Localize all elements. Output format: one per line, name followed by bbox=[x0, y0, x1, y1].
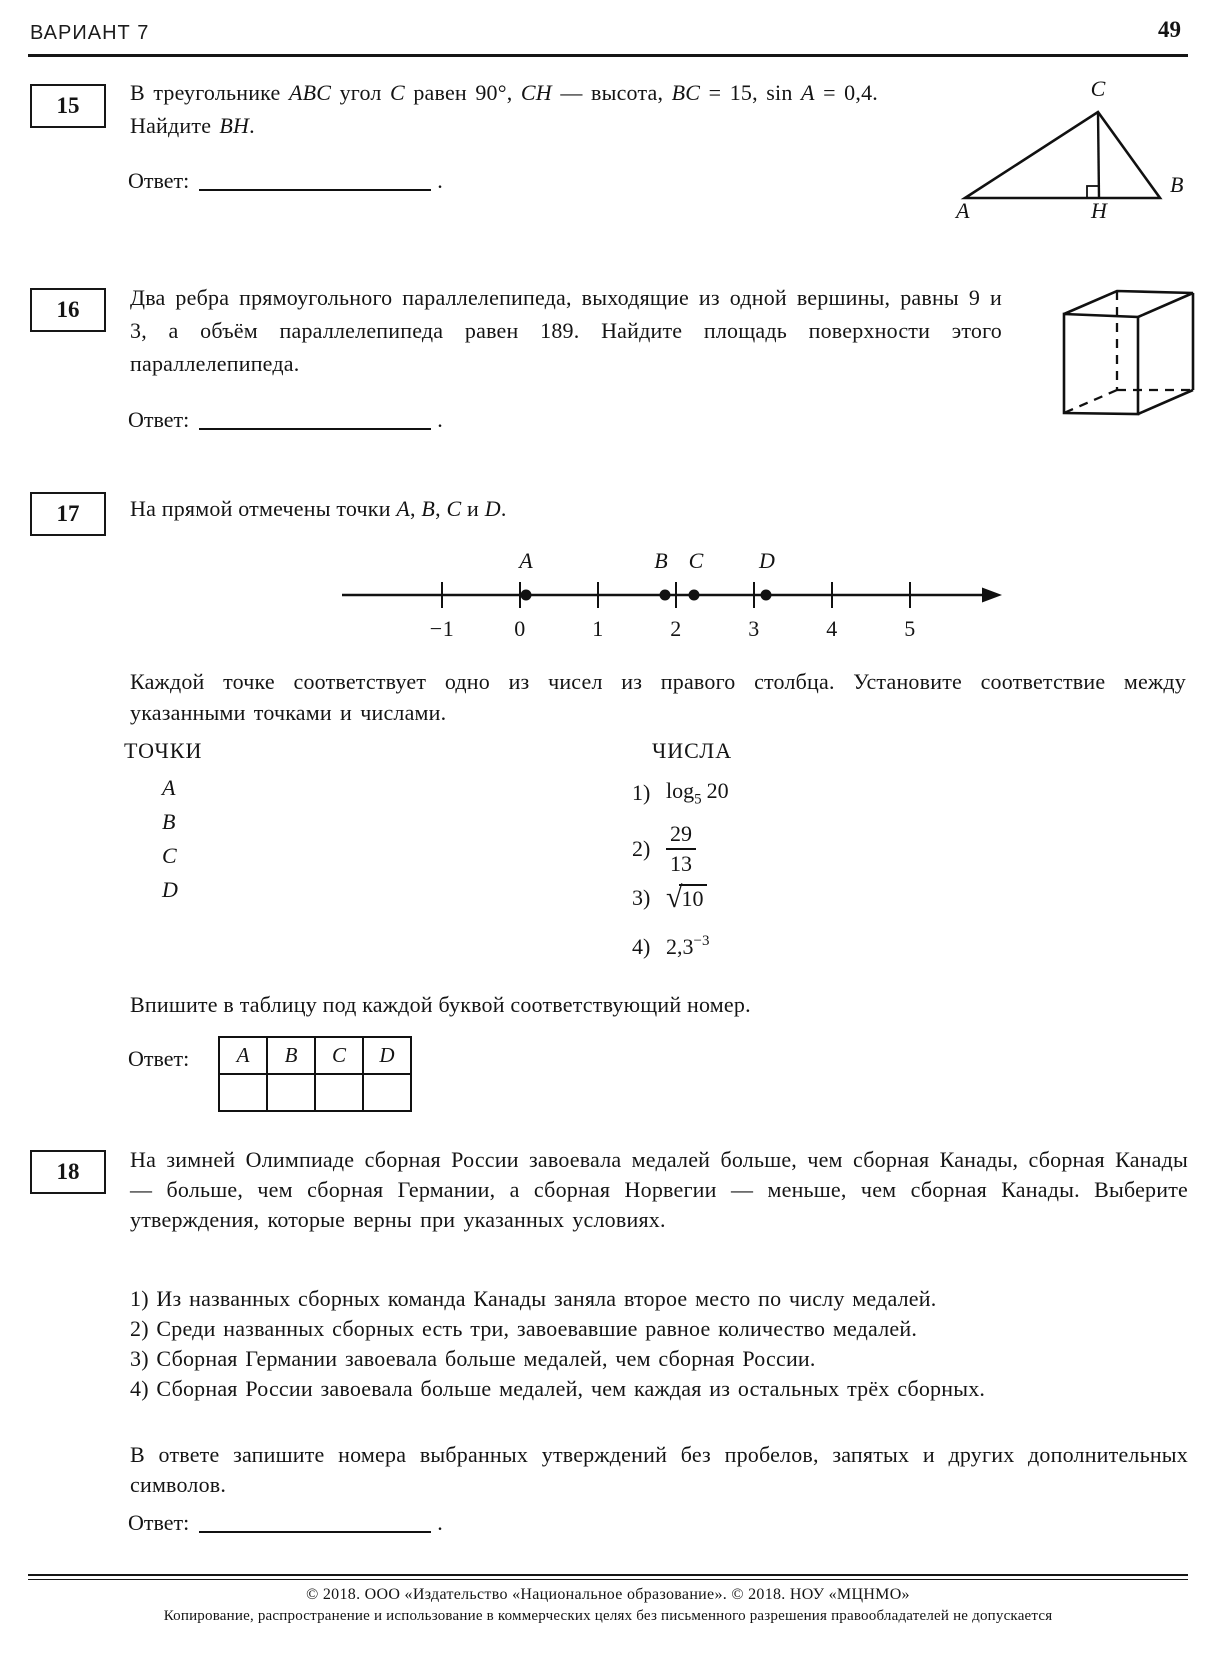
answer-table bbox=[218, 1036, 412, 1112]
math-var: CH bbox=[520, 80, 552, 105]
variant-label: ВАРИАНТ 7 bbox=[30, 22, 150, 44]
problem-number-box-16 bbox=[30, 288, 106, 332]
text-run: , bbox=[410, 496, 422, 521]
log-fn: log bbox=[666, 778, 695, 803]
problem-18-closing: В ответе запишите номера выбранных утверждений без пробелов, запятых и других дополнительных символов. bbox=[130, 1442, 1188, 1497]
table-input-cell-b[interactable] bbox=[267, 1074, 315, 1111]
answer-label: Ответ: bbox=[128, 407, 190, 432]
statement-item-2: 2) Среди названных сборных есть три, завоевавшие равное количество медалей. bbox=[130, 1316, 918, 1341]
text-run: = 0,4. Найдите bbox=[130, 80, 878, 138]
text-run: равен 90°, bbox=[404, 80, 521, 105]
tick-label: 5 bbox=[904, 616, 916, 641]
table-header-cell-c: C bbox=[315, 1037, 363, 1074]
answer-period: . bbox=[437, 1510, 443, 1535]
text-run: и bbox=[461, 496, 485, 521]
math-var: C bbox=[446, 496, 462, 521]
answer-table-input-row bbox=[219, 1074, 411, 1111]
text-run: . bbox=[500, 496, 507, 521]
point-dot-d bbox=[761, 590, 772, 601]
power-base: 2,3 bbox=[666, 934, 694, 959]
problem-number-15: 15 bbox=[56, 93, 80, 118]
number-item-1 bbox=[632, 778, 729, 808]
statements-list bbox=[130, 1284, 1190, 1404]
statement-item-1: 1) Из названных сборных команда Канады заняла второе место по числу медалей. bbox=[130, 1286, 937, 1311]
answer-table-header-row bbox=[219, 1037, 411, 1074]
points-column-header: ТОЧКИ bbox=[124, 738, 203, 763]
box-top-face bbox=[1064, 291, 1193, 317]
answer-label: Ответ: bbox=[128, 1046, 190, 1071]
fraction-numerator: 29 bbox=[666, 823, 696, 850]
page-number: 49 bbox=[1158, 17, 1181, 42]
problem-16-text: Два ребра прямоугольного параллелепипеда, выходящие из одной вершины, равны 9 и 3, а объём параллелепипеда равен 189. Найдите площадь поверхности этого параллелепипеда. bbox=[130, 285, 1002, 376]
math-var: ABC bbox=[288, 80, 332, 105]
answer-label: Ответ: bbox=[128, 168, 190, 193]
problem-15-answer-row bbox=[128, 166, 443, 194]
problem-number-17: 17 bbox=[56, 501, 80, 526]
radicand: 10 bbox=[679, 884, 707, 911]
fraction-denominator: 13 bbox=[670, 851, 692, 876]
problem-15-text bbox=[130, 76, 878, 142]
axis-arrowhead bbox=[982, 588, 1002, 603]
power-expression bbox=[666, 934, 709, 960]
point-item-b: B bbox=[162, 809, 176, 834]
log-argument: 20 bbox=[706, 778, 729, 803]
math-var: D bbox=[484, 496, 501, 521]
fraction bbox=[666, 823, 696, 875]
point-dot-c bbox=[689, 590, 700, 601]
text-run: = 15, sin bbox=[700, 80, 802, 105]
box-front-face bbox=[1064, 314, 1138, 414]
problem-17-intro bbox=[130, 494, 950, 524]
math-var: BH bbox=[219, 113, 250, 138]
table-header-cell-b: B bbox=[267, 1037, 315, 1074]
table-header-cell-d: D bbox=[363, 1037, 411, 1074]
vertex-label-h: H bbox=[1091, 198, 1107, 223]
answer-blank[interactable] bbox=[199, 408, 431, 430]
item-prefix: 4) bbox=[632, 934, 651, 959]
math-var: B bbox=[421, 496, 436, 521]
table-header-cell-a: A bbox=[219, 1037, 267, 1074]
right-angle-mark bbox=[1087, 186, 1099, 198]
problem-18-text: На зимней Олимпиаде сборная России завоевала медалей больше, чем сборная Канады, сборная Канады — больше, чем сборная Германии, а сборная Норвегии — меньше, чем сборная Канады. Выберите утверждения, которые верны при указанных условиях. bbox=[130, 1147, 1188, 1232]
triangle-svg bbox=[880, 70, 1210, 222]
tick-label: 3 bbox=[748, 616, 760, 641]
tick-label: 2 bbox=[670, 616, 682, 641]
tick-label: 1 bbox=[592, 616, 604, 641]
vertex-label-c: C bbox=[1090, 76, 1106, 101]
log-base: 5 bbox=[694, 791, 702, 808]
answer-period: . bbox=[437, 407, 443, 432]
tick-label: 0 bbox=[514, 616, 526, 641]
radical-sign: √ bbox=[666, 881, 683, 914]
table-input-cell-a[interactable] bbox=[219, 1074, 267, 1111]
answer-blank[interactable] bbox=[199, 1511, 431, 1533]
problem-17-paragraph: Каждой точке соответствует одно из чисел из правого столбца. Установите соответствие между указанными точками и числами. bbox=[130, 669, 1186, 725]
text-run: В треугольнике bbox=[130, 80, 289, 105]
text-run: угол bbox=[331, 80, 390, 105]
point-item-c: C bbox=[162, 843, 177, 868]
problem-number-box-17 bbox=[30, 492, 106, 536]
numberline-figure bbox=[330, 546, 1020, 651]
footer-notice: Копирование, распространение и использование в коммерческих целях без письменного разрешения правообладателей не допускается bbox=[163, 1608, 1053, 1624]
text-run: — высота, bbox=[551, 80, 672, 105]
problem-number-18: 18 bbox=[56, 1159, 80, 1184]
answer-period: . bbox=[437, 168, 443, 193]
problem-17-answer-label bbox=[128, 1046, 189, 1072]
number-item-4 bbox=[632, 934, 709, 960]
answer-blank[interactable] bbox=[199, 169, 431, 191]
text-run: . bbox=[249, 113, 255, 138]
problem-16-answer-row bbox=[128, 405, 443, 433]
number-item-2 bbox=[632, 820, 696, 878]
square-root bbox=[666, 881, 707, 914]
triangle-outline bbox=[965, 112, 1160, 198]
text-run: , bbox=[435, 496, 447, 521]
statement-item-4: 4) Сборная России завоевала больше медалей, чем каждая из остальных трёх сборных. bbox=[130, 1376, 986, 1401]
point-label-d: D bbox=[759, 548, 775, 573]
point-item-d: D bbox=[162, 877, 178, 902]
point-dot-a bbox=[521, 590, 532, 601]
footer-rule bbox=[28, 1574, 1188, 1580]
problem-18-answer-row bbox=[128, 1508, 443, 1536]
triangle-figure bbox=[880, 70, 1210, 222]
problem-number-box-15 bbox=[30, 84, 106, 128]
box-hidden-left-edge bbox=[1064, 390, 1117, 413]
table-input-cell-c[interactable] bbox=[315, 1074, 363, 1111]
math-var: BC bbox=[671, 80, 701, 105]
power-exponent: −3 bbox=[693, 933, 710, 949]
math-var: A bbox=[801, 80, 815, 105]
number-item-3 bbox=[632, 881, 707, 914]
tick-label: −1 bbox=[429, 616, 455, 641]
text-run: На прямой отмечены точки bbox=[130, 496, 397, 521]
footer-copyright: © 2018. ООО «Издательство «Национальное образование». © 2018. НОУ «МЦНМО» bbox=[306, 1586, 910, 1603]
vertex-label-a: A bbox=[956, 198, 970, 223]
parallelepiped-figure bbox=[1030, 258, 1210, 458]
item-prefix: 2) bbox=[632, 836, 651, 861]
point-label-c: C bbox=[688, 548, 704, 573]
box-bottom-right-edge bbox=[1138, 390, 1193, 414]
point-dot-b bbox=[660, 590, 671, 601]
log-expression bbox=[666, 778, 729, 808]
problem-17-fill-note: Впишите в таблицу под каждой буквой соответствующий номер. bbox=[130, 992, 751, 1017]
math-var: C bbox=[390, 80, 405, 105]
point-item-a: A bbox=[162, 775, 176, 800]
answer-label: Ответ: bbox=[128, 1510, 190, 1535]
item-prefix: 1) bbox=[632, 780, 651, 806]
numbers-column-header: ЧИСЛА bbox=[652, 738, 733, 763]
header-rule bbox=[28, 54, 1188, 57]
table-input-cell-d[interactable] bbox=[363, 1074, 411, 1111]
problem-number-box-18 bbox=[30, 1150, 106, 1194]
tick-label: 4 bbox=[826, 616, 838, 641]
parallelepiped-svg bbox=[1030, 258, 1210, 458]
point-label-b: B bbox=[654, 548, 668, 573]
problem-number-16: 16 bbox=[56, 297, 80, 322]
point-label-a: A bbox=[519, 548, 533, 573]
statement-item-3: 3) Сборная Германии завоевала больше медалей, чем сборная России. bbox=[130, 1346, 816, 1371]
vertex-label-b: B bbox=[1170, 172, 1184, 197]
math-var: A bbox=[396, 496, 411, 521]
item-prefix: 3) bbox=[632, 884, 651, 910]
